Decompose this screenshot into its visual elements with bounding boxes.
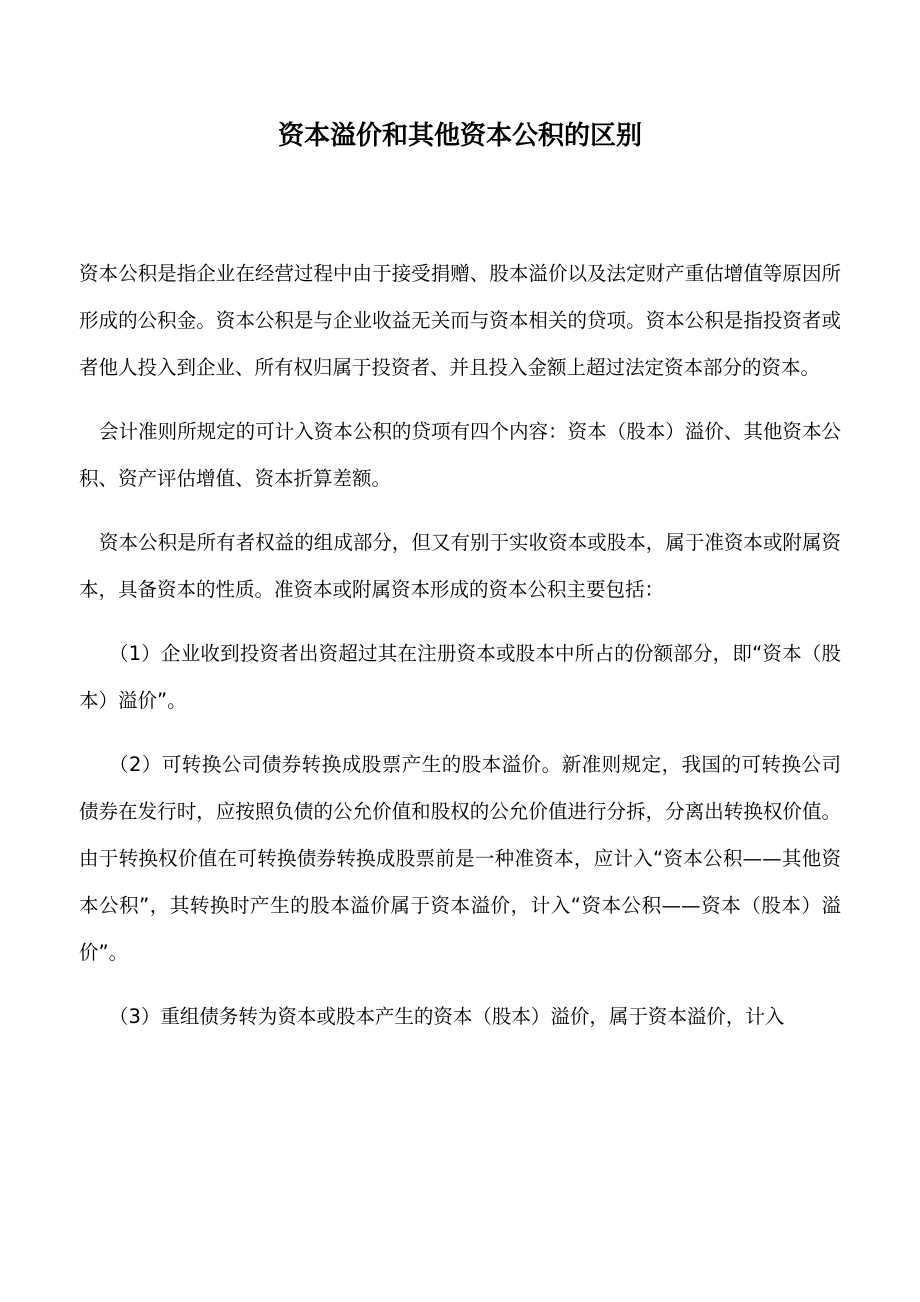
document-body: [79, 250, 841, 1040]
paragraph-item-3: （3）重组债务转为资本或股本产生的资本（股本）溢价，属于资本溢价，计入: [109, 1005, 785, 1028]
paragraph-capital-reserve-definition: 资本公积是指企业在经营过程中由于接受捐赠、股本溢价以及法定财产重估增值等原因所形成的公积金。资本公积是与企业收益无关而与资本相关的贷项。资本公积是指投资者或者他人投入到企业、所有权归属于投资者、并且投入金额上超过法定资本部分的资本。: [79, 262, 841, 379]
document-title: 资本溢价和其他资本公积的区别: [277, 121, 642, 151]
paragraph-quasi-capital: 资本公积是所有者权益的组成部分，但又有别于实收资本或股本，属于准资本或附属资本，具备资本的性质。准资本或附属资本形成的资本公积主要包括：: [79, 531, 841, 601]
paragraph-accounting-standards: 会计准则所规定的可计入资本公积的贷项有四个内容：资本（股本）溢价、其他资本公积、资产评估增值、资本折算差额。: [79, 420, 841, 490]
paragraph-item-2: （2）可转换公司债券转换成股票产生的股本溢价。新准则规定，我国的可转换公司债券在发行时，应按照负债的公允价值和股权的公允价值进行分拆，分离出转换权价值。由于转换权价值在可转换债券转换成股票前是一种准资本，应计入“资本公积——其他资本公积”，其转换时产生的股本溢价属于资本溢价，计入“资本公积——资本（股本）溢价”。: [79, 753, 841, 964]
paragraph-item-1: （1）企业收到投资者出资超过其在注册资本或股本中所占的份额部分，即“资本（股本）溢价”。: [79, 642, 841, 712]
